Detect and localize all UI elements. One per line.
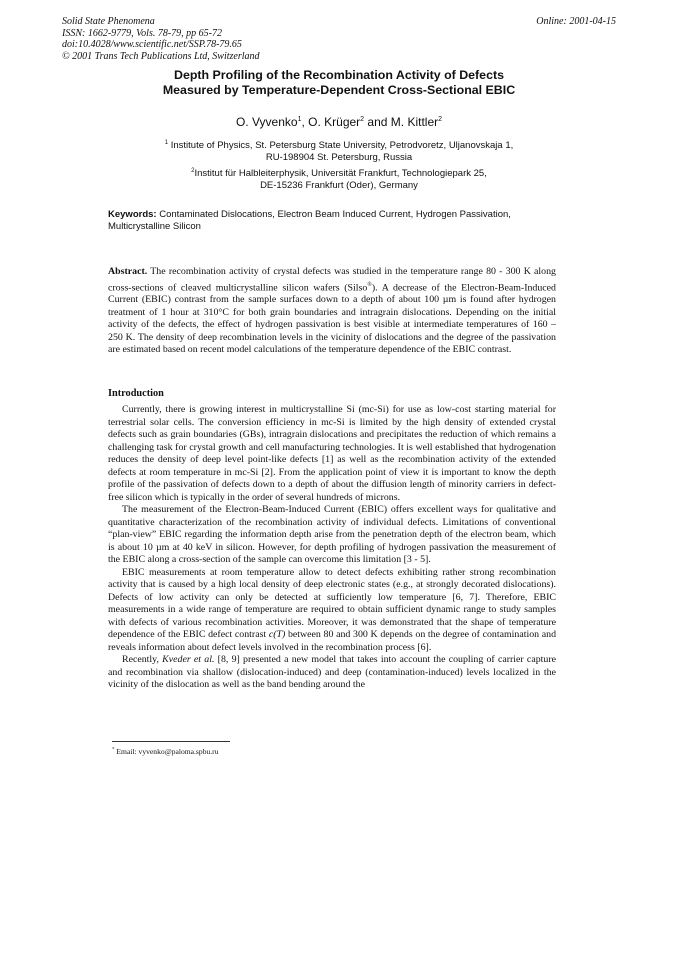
author-2-affil: 2 (360, 116, 365, 123)
paragraph: Recently, Kveder et al. [8, 9] presented a new model that takes into account the coupling of carrier capture and recombination via shallow (dislocation-induced) and deep (contamination-induced) levels localized in the vicinity of the dislocation as well as the band bending around the (108, 654, 556, 690)
paragraph: The measurement of the Electron-Beam-Induced Current (EBIC) offers excellent ways for qualitative and quantitative characterization of the recombination activity of individual defects. Limitations of conventional “plan-view” EBIC regarding the information depth arise from the penetration depth of the electron beam, which is about 10 µm at 40 keV in silicon. However, for depth profiling of hydrogen passivation the measurement of the EBIC along a cross-section of the sample can overcome this limitation [3 - 5]. (108, 504, 556, 565)
journal-header (62, 16, 622, 62)
affiliation-marker: 2 (191, 168, 195, 174)
author-list (80, 115, 598, 129)
copyright-line: © 2001 Trans Tech Publications Ltd, Switzerland (62, 50, 260, 62)
abstract (108, 266, 556, 357)
author-separator: and (364, 115, 391, 129)
italic-citation: Kveder et al. (162, 654, 215, 665)
author-2: O. Krüger (308, 115, 361, 129)
paper-title (80, 68, 598, 98)
abstract-label: Abstract. (108, 266, 148, 277)
registered-mark: ® (367, 281, 372, 288)
footnote (112, 747, 219, 756)
author-1: O. Vyvenko (235, 115, 298, 129)
affiliation-line: Institut für Halbleiterphysik, Universität Frankfurt, Technologiepark 25, (194, 168, 487, 180)
journal-name: Solid State Phenomena (62, 16, 155, 27)
footnote-email: Email: vyvenko@paloma.spbu.ru (114, 747, 219, 756)
paragraph: EBIC measurements at room temperature allow to detect defects exhibiting rather strong recombination activity that is caused by a high local density of deep electronic states (e.g., at strongly decorated dislocations). Defects of low activity can only be detected at sufficiently low temperature [6, 7]. Therefore, EBIC measurements in a wide range of temperature are required to obtain sufficient dynamic range to study samples with defects of various recombination activities. Moreover, it was demonstrated that the shape of temperature dependence of the EBIC defect contrast c(T) between 80 and 300 K depends on the degree of contamination and reveals information about defect levels involved in the recombination process [6]. (108, 566, 557, 653)
italic-symbol: c(T) (268, 629, 286, 640)
paragraph: Currently, there is growing interest in multicrystalline Si (mc-Si) for use as low-cost starting material for terrestrial solar cells. The conversion efficiency in mc-Si is limited by the high density of extended crystal defects such as grain boundaries (GBs), intragrain dislocations and precipitates the reduction of which remains a challenging task for crystal growth and cell manufacturing technologies. It is well established that hydrogenation reduces the density of deep level point-like defects [1] as well as the recombination activity of the extended defects at room temperature in mc-Si [2]. From the application point of view it is important to know the depth profile of the passivation of defects down to a depth of about the diffusion length of minority carriers in defect-free silicon which is typically in the order of several hundreds of microns. (108, 404, 556, 503)
author-3-affil: 2 (438, 116, 443, 123)
section-heading-introduction: Introduction (108, 388, 164, 399)
affiliation-2 (100, 165, 578, 192)
affiliation-1 (100, 137, 578, 164)
affiliation-line: Institute of Physics, St. Petersburg State University, Petrodvoretz, Uljanovskaja 1, (170, 140, 514, 152)
footnote-divider (112, 741, 230, 742)
author-separator: , (301, 115, 309, 129)
introduction-body (108, 404, 556, 692)
abstract-text: The recombination activity of crystal defects was studied in the temperature range 80 - 300 K along cross-sections of cleaved multicrystalline silicon wafers (Silso (108, 266, 556, 293)
affiliation-marker: 1 (164, 140, 169, 146)
keywords-text: Contaminated Dislocations, Electron Beam Induced Current, Hydrogen Passivation, Multicrystalline Silicon (108, 209, 511, 232)
title-line-1: Depth Profiling of the Recombination Activity of Defects (174, 68, 504, 82)
issn-line: ISSN: 1662-9779, Vols. 78-79, pp 65-72 (62, 27, 222, 39)
footnote-marker: * (112, 747, 115, 753)
keywords (108, 209, 556, 233)
title-line-2: Measured by Temperature-Dependent Cross-Sectional EBIC (162, 83, 516, 97)
doi-line: doi:10.4028/www.scientific.net/SSP.78-79.65 (62, 39, 242, 50)
author-3: M. Kittler (390, 115, 439, 129)
affiliation-line: RU-198904 St. Petersburg, Russia (265, 152, 413, 164)
online-date: Online: 2001-04-15 (536, 16, 616, 27)
affiliation-line: DE-15236 Frankfurt (Oder), Germany (260, 180, 418, 192)
abstract-text: ). A decrease of the Electron-Beam-Induced Current (EBIC) contrast from the sample surfaces down to a depth of about 100 µm is found after hydrogen treatment of 1 hour at 310°C for both grain boundaries and intragrain dislocations. Depending on the initial activity of the defects, the effect of hydrogen passivation is best visible at intermediate temperatures of 160 – 250 K. The density of deep recombination levels in the vicinity of dislocations and the degree of the passivation are estimated based on recent model calculations of the temperature dependence of the EBIC contrast. (108, 281, 556, 356)
author-1-affil: 1 (297, 116, 302, 123)
keywords-label: Keywords: (108, 209, 157, 220)
